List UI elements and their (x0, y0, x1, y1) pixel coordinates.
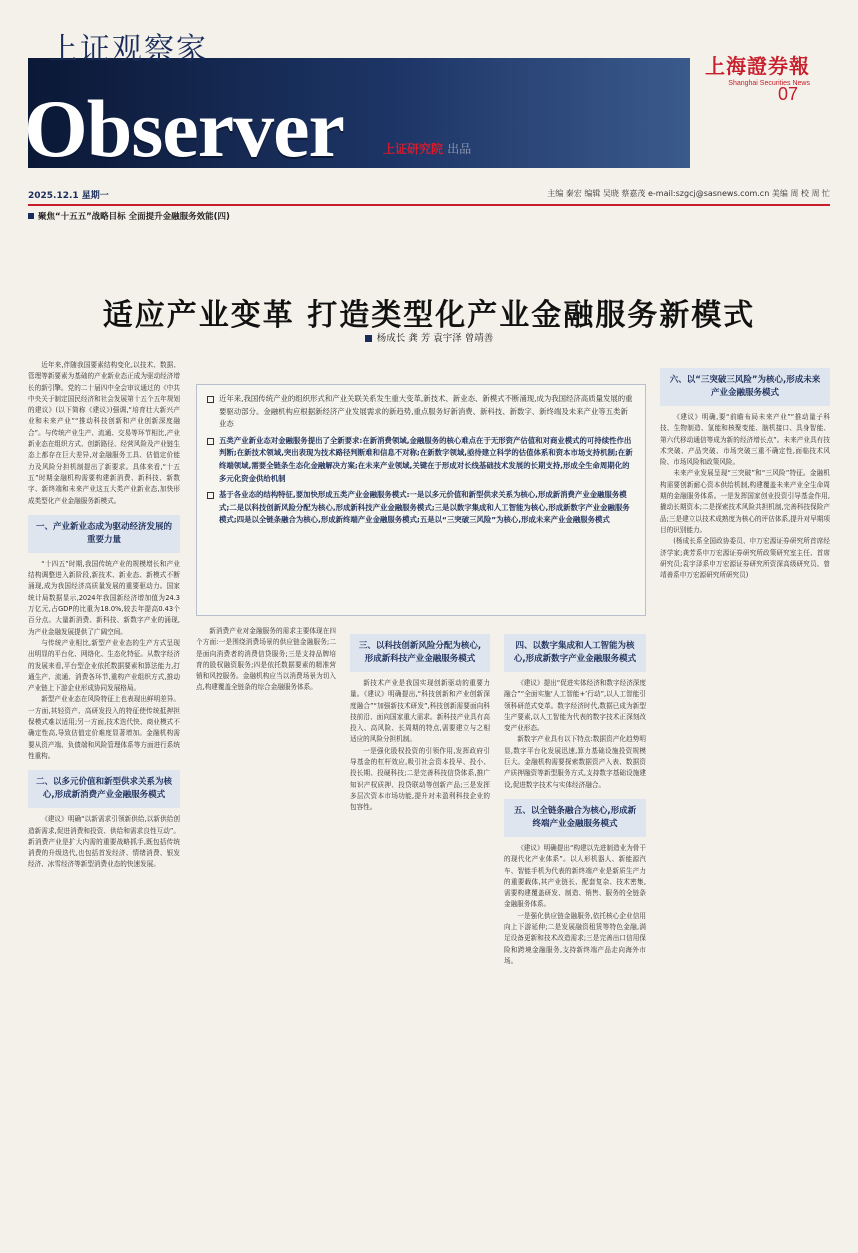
checkbox-icon (207, 396, 214, 403)
section-heading-5: 五、以全链条融合为核心,形成新终端产业金融服务模式 (504, 799, 646, 837)
series-label (28, 210, 230, 222)
issue-date: 2025.12.1 星期一 (28, 191, 109, 201)
summary-item (207, 489, 635, 527)
column-2 (196, 626, 336, 1240)
section-heading-2: 二、以多元价值和新型供求关系为核心,形成新消费产业金融服务模式 (28, 770, 180, 808)
column-title-cn: 上证观察家 (48, 33, 208, 66)
column-5 (660, 360, 830, 1240)
lede-paragraph: 近年来,伴随我国要素结构变化,以技术、数据、管理等新要素为基础的产业新业态正成为驱动经济增长的新引擎。党的二十届四中全会审议通过的《中共中央关于制定国民经济和社会发展第十五个五年规划的建议》(以下简称《建议》)强调,“培育壮大新兴产业和未来产业”“推动科技创新和产业创新深度融合”。与传统产业生产、流通、交易等环节相比,产业新业态在组织方式、创新路径、经营风险及产业链生态上都存在巨大差异,对金融服务工具、估值定价能力及风险分担机制提出了新要求。具体来看,“十五五”时期金融机构需要构建新消费、新科技、新数字、新终端和未来产业这五大类产业新业态,加快形成类型化产业金融服务新模式。 (28, 361, 180, 505)
masthead (0, 0, 858, 174)
body-paragraph: 新技术产业是我国实现创新驱动的重要力量。《建议》明确提出,“科技创新和产业创新深度融合”“加强新技术研发”,科技创新需要面向科技前沿、面向国家重大需求。新科技产业具有高投入、高风险、长周期的特点,需要建立与之相适应的风险分担机制。 (350, 679, 490, 744)
research-brand (383, 140, 471, 157)
header-rule (28, 204, 830, 206)
series-text: 聚焦“十五五”战略目标 全面提升金融服务效能(四) (38, 212, 230, 222)
body-paragraph: 《建议》明确提出“构建以先进制造业为骨干的现代化产业体系”。以人形机器人、新能源汽车、智能手机为代表的新终端产业是新质生产力的重要载体,其产业链长、配套复杂、技术密集,需要构建覆盖研发、制造、销售、服务的全链条金融服务体系。 (504, 843, 646, 909)
paper-name-cn: 上海證券報 (705, 54, 810, 78)
series-marker (28, 213, 34, 219)
column-3 (350, 626, 490, 1240)
section-heading-6: 六、以“三突破三风险”为核心,形成未来产业金融服务模式 (660, 368, 830, 406)
page-number: 07 (777, 84, 798, 104)
summary-text: 五类产业新业态对金融服务提出了全新要求:在新消费领域,金融服务的核心难点在于无形资产估值和对商业模式的可持续性作出判断;在新技术领域,突出表现为技术路径判断难和信息不对称;在新数字领域,亟待建立科学的估值体系和资本市场支持机制;在新终端领域,需要全链条生态化金融解决方案;在未来产业领域,关键在于形成对长线基础技术发展的长期支持,形成全生命周期化的多元化资金供给机制 (219, 435, 633, 483)
checkbox-icon (207, 438, 214, 445)
body-paragraph: 未来产业发展呈现“三突破”和“三风险”特征。金融机构需要创新耐心资本供给机制,构建覆盖未来产业全生命周期的金融服务体系。一是发挥国家创业投资引导基金作用,撬动长期资本;二是探索技术风险共担机制,完善科技保险产品;三是建立以技术成熟度为核心的评估体系,提升对早期项目的识别能力。 (660, 469, 830, 534)
byline-marker (365, 335, 372, 342)
body-paragraph: 新数字产业具有以下特点:数据资产化趋势明显,数字平台化发展迅速,算力基础设施投资规模巨大。金融机构需要探索数据资产入表、数据资产质押融资等新型服务方式,支持数字基础设施建设,促进数字技术与实体经济融合。 (504, 735, 646, 789)
summary-box (196, 384, 646, 616)
research-brand-suffix: 出品 (447, 142, 472, 156)
body-paragraph: 《建议》提出“促进实体经济和数字经济深度融合”“全面实施‘人工智能+’行动”,以人工智能引领科研范式变革。数字经济时代,数据已成为新型生产要素,以人工智能为代表的数字技术正深刻改变产业形态。 (504, 679, 646, 733)
section-heading-3: 三、以科技创新风险分配为核心,形成新科技产业金融服务模式 (350, 634, 490, 672)
author-note: (杨成长系全国政协委员、申万宏源证券研究所首席经济学家;龚芳系申万宏源证券研究所政策研究室主任、首席研究员;袁宇泽系申万宏源证券研究所资深高级研究员、曾靖善系申万宏源研究所研究员) (660, 537, 830, 580)
dateline (28, 186, 830, 202)
byline-authors: 杨成长 龚 芳 袁宇泽 曾靖善 (376, 333, 494, 344)
body-paragraph: 新消费产业对金融服务的需求主要体现在四个方面:一是围绕消费场景的供应链金融服务;二是面向消费者的消费信贷服务;三是支持品牌培育的股权融资服务;四是依托数据要素的精准营销和风控服务。金融机构应当以消费场景为切入点,构建覆盖全链条的综合金融服务体系。 (196, 627, 336, 692)
body-paragraph: “十四五”时期,我国传统产业的规模增长和产业结构调整进入新阶段,新技术、新业态、新模式不断涌现,成为我国经济高质量发展的重要驱动力。国家统计局数据显示,2024年我国新经济增加值为24.3万亿元,占GDP的比重为18.0%,较去年提高0.43个百分点。大量新消费、新科技、新数字产业的涌现,为产业金融发展提供了广阔空间。 (28, 559, 180, 636)
summary-item (207, 393, 635, 431)
body-paragraph: 新型产业业态在风险特征上也表现出鲜明差异。一方面,其轻资产、高研发投入的特征使传统抵押担保模式难以适用;另一方面,技术迭代快、商业模式不确定性高,导致估值定价难度显著增加。金融机构需要从资产端、负债端和风险管理体系等方面进行系统性重构。 (28, 695, 180, 760)
body-paragraph: 一是强化供应链金融服务,依托核心企业信用向上下游延伸;二是发展融资租赁等特色金融,满足设备更新和技术改造需求;三是完善出口信用保险和跨境金融服务,支持新终端产品走向海外市场。 (504, 911, 646, 965)
body-paragraph: 一是强化股权投资的引领作用,发挥政府引导基金的杠杆效应,吸引社会资本投早、投小、投长期、投硬科技;二是完善科技信贷体系,推广知识产权质押、投贷联动等创新产品;三是发挥多层次资本市场功能,提升对未盈利科技企业的包容性。 (350, 746, 490, 812)
body-paragraph: 《建议》明确“以新需求引领新供给,以新供给创造新需求,促进消费和投资、供给和需求良性互动”。新消费产业是扩大内需的重要战略抓手,既包括传统消费的升级迭代,也包括首发经济、情绪消费、银发经济、冰雪经济等新型消费业态的快速发展。 (28, 815, 180, 869)
summary-item (207, 435, 635, 485)
article-headline: 适应产业变革 打造类型化产业金融服务新模式 (102, 298, 756, 333)
column-title-en: Observer (24, 83, 344, 174)
article-byline (0, 330, 858, 344)
column-4 (504, 626, 646, 1240)
summary-text: 基于各业态的结构特征,要加快形成五类产业金融服务模式:一是以多元价值和新型供求关系为核心,形成新消费产业金融服务模式;二是以科技创新风险分配为核心,形成新科技产业金融服务模式;三是以数字集成和人工智能为核心,形成新数字产业金融服务模式;四是以全链条融合为核心,形成新终端产业金融服务模式;五是以“三突破三风险”为核心,形成未来产业金融服务模式 (219, 490, 630, 525)
section-heading-1: 一、产业新业态成为驱动经济发展的重要力量 (28, 515, 180, 553)
column-1 (28, 360, 180, 1240)
checkbox-icon (207, 492, 214, 499)
research-brand-name: 上证研究院 (383, 142, 444, 156)
body-paragraph: 《建议》明确,要“前瞻布局未来产业”“推动量子科技、生物制造、氢能和核聚变能、脑机接口、具身智能、第六代移动通信等成为新的经济增长点”。未来产业具有技术突破、产品突破、市场突破三重不确定性,面临技术风险、市场风险和政策风险。 (660, 413, 830, 467)
section-heading-4: 四、以数字集成和人工智能为核心,形成新数字产业金融服务模式 (504, 634, 646, 672)
summary-text: 近年来,我国传统产业的组织形式和产业关联关系发生重大变革,新技术、新业态、新模式不断涌现,成为我国经济高质量发展的重要驱动部分。金融机构应根据新经济产业发展需求的新趋势,重点服务好新消费、新科技、新数字、新终端及未来产业等五类新业态 (219, 394, 633, 429)
paper-name-en: Shanghai Securities News (728, 80, 810, 87)
paper-brand (705, 50, 810, 87)
body-paragraph: 与传统产业相比,新型产业业态的生产方式呈现出明显的平台化、网络化、生态化特征。从数字经济的发展来看,平台型企业依托数据要素和算法能力,打通生产、流通、消费各环节,重构产业组织方式,推动产业链上下游企业形成协同发展格局。 (28, 638, 180, 693)
editor-credits: 主编 秦宏 编辑 吴晓 蔡嘉茂 e-mail:szgcj@sasnews.com.cn 美编 周 校 周 忙 (547, 189, 830, 198)
